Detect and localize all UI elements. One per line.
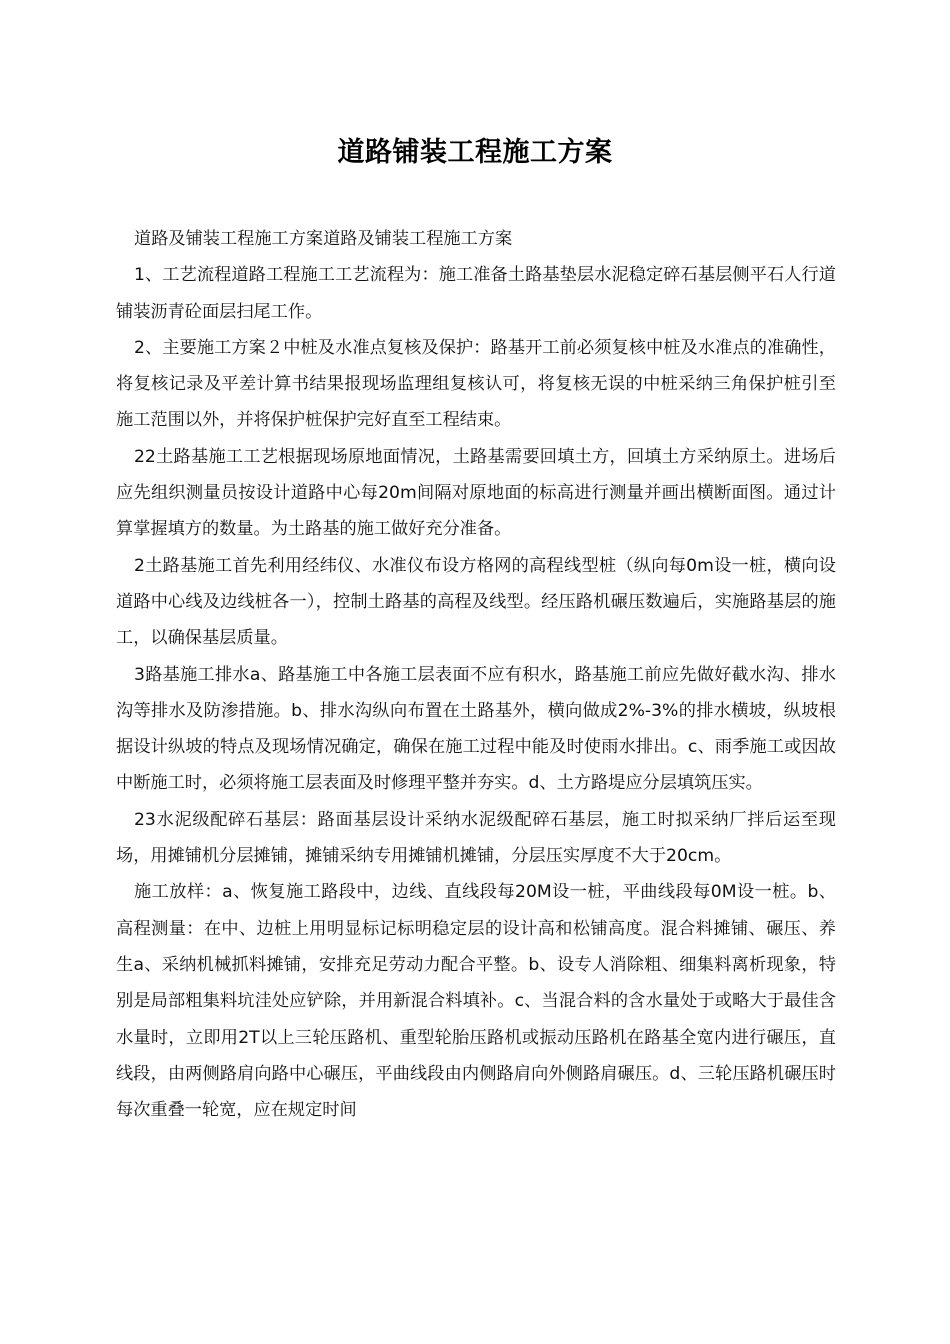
document-body (116, 221, 836, 1128)
paragraph: 1、工艺流程道路工程施工工艺流程为：施工准备土路基垫层水泥稳定碎石基层侧平石人行道铺装沥青砼面层扫尾工作。 (116, 265, 836, 322)
paragraph: 2、主要施工方案２中桩及水准点复核及保护：路基开工前必须复核中桩及水准点的准确性，将复核记录及平差计算书结果报现场监理组复核认可，将复核无误的中桩采纳三角保护桩引至施工范围以外，并将保护桩保护完好直至工程结束。 (116, 337, 836, 431)
paragraph: 施工放样：a、恢复施工路段中，边线、直线段每20M设一桩，平曲线段每0M设一桩。b、高程测量：在中、边桩上用明显标记标明稳定层的设计高和松铺高度。混合料摊铺、碾压、养生a、采纳机械抓料摊铺，安排充足劳动力配合平整。b、设专人消除粗、细集料离析现象，特别是局部粗集料坑洼处应铲除，并用新混合料填补。c、当混合料的含水量处于或略大于最佳含水量时，立即用2T以上三轮压路机、重型轮胎压路机或振动压路机在路基全宽内进行碾压，直线段，由两侧路肩向路中心碾压，平曲线段由内侧路肩向外侧路肩碾压。d、三轮压路机碾压时每次重叠一轮宽，应在规定时间 (116, 882, 836, 1121)
paragraph: 22土路基施工工艺根据现场原地面情况，土路基需要回填土方，回填土方采纳原土。进场后应先组织测量员按设计道路中心每20m间隔对原地面的标高进行测量并画出横断面图。通过计算掌握填方的数量。为土路基的施工做好充分准备。 (116, 446, 836, 540)
paragraph: 道路及铺装工程施工方案道路及铺装工程施工方案 (134, 229, 513, 249)
document-title: 道路铺装工程施工方案 (337, 137, 613, 168)
paragraph: 3路基施工排水a、路基施工中各施工层表面不应有积水，路基施工前应先做好截水沟、排水沟等排水及防渗措施。b、排水沟纵向布置在土路基外，横向做成2%-3%的排水横坡，纵坡根据设计纵坡的特点及现场情况确定，确保在施工过程中能及时使雨水排出。c、雨季施工或因故中断施工时，必须将施工层表面及时修理平整并夯实。d、土方路堤应分层填筑压实。 (116, 664, 836, 794)
paragraph: 2土路基施工首先利用经纬仪、水准仪布设方格网的高程线型桩（纵向每0m设一桩，横向设道路中心线及边线桩各一），控制土路基的高程及线型。经压路机碾压数遍后，实施路基层的施工，以确保基层质量。 (116, 555, 836, 649)
paragraph: 23水泥级配碎石基层：路面基层设计采纳水泥级配碎石基层，施工时拟采纳厂拌后运至现场，用摊铺机分层摊铺，摊铺采纳专用摊铺机摊铺，分层压实厚度不大于20cm。 (116, 809, 836, 867)
